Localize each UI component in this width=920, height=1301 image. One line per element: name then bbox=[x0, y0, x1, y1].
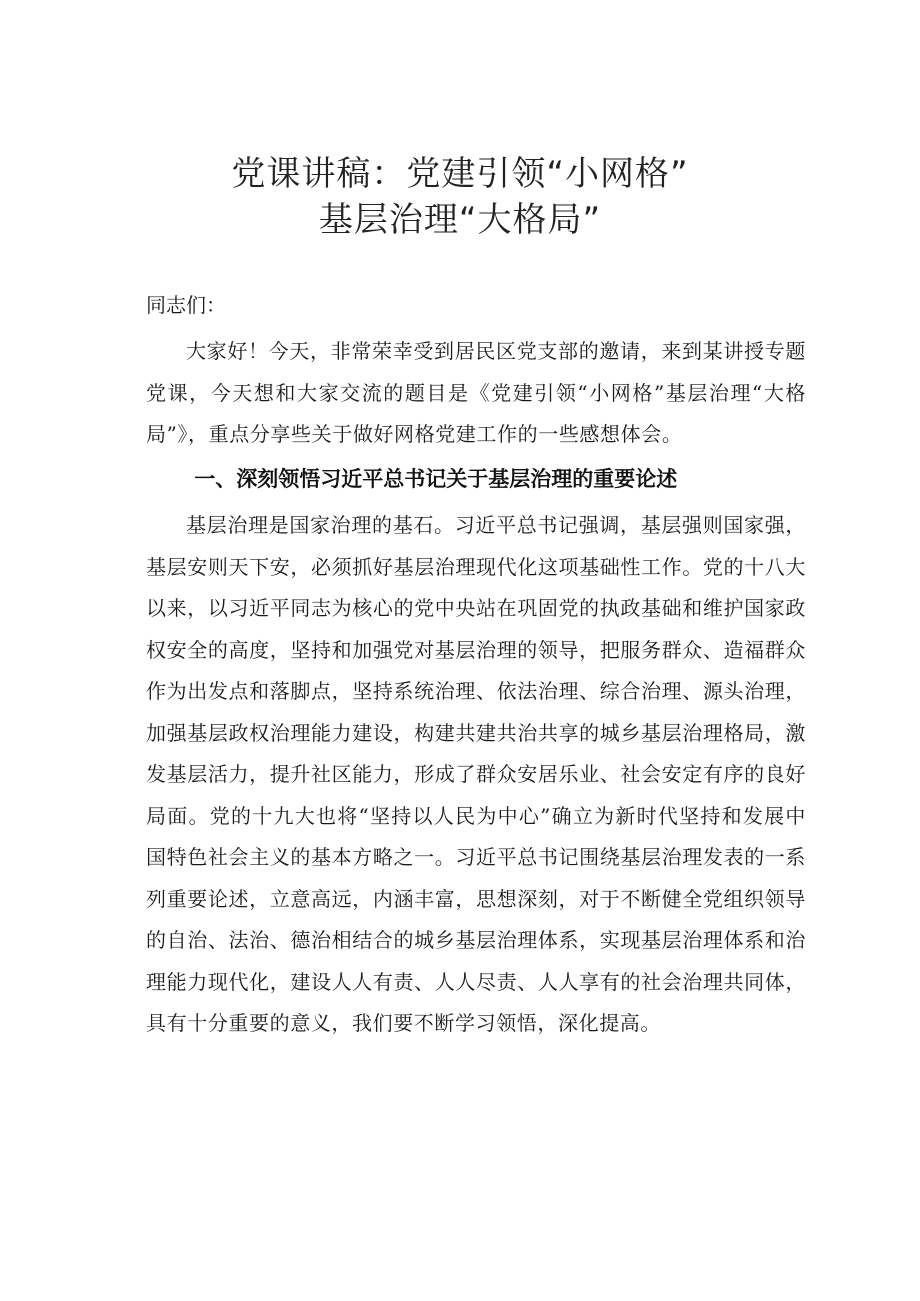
paragraph-section1: 基层治理是国家治理的基石。习近平总书记强调，基层强则国家强，基层安则天下安，必须抓好基层治理现代化这项基础性工作。党的十八大以来，以习近平同志为核心的党中央站在巩固党的执政基础和维护国家政权安全的高度，坚持和加强党对基层治理的领导，把服务群众、造福群众作为出发点和落脚点，坚持系统治理、依法治理、综合治理、源头治理，加强基层政权治理能力建设，构建共建共治共享的城乡基层治理格局，激发基层活力，提升社区能力，形成了群众安居乐业、社会安定有序的良好局面。党的十九大也将“坚持以人民为中心”确立为新时代坚持和发展中国特色社会主义的基本方略之一。习近平总书记围绕基层治理发表的一系列重要论述，立意高远，内涵丰富，思想深刻，对于不断健全党组织领导的自治、法治、德治相结合的城乡基层治理体系，实现基层治理体系和治理能力现代化，建设人人有责、人人尽责、人人享有的社会治理共同体，具有十分重要的意义，我们要不断学习领悟，深化提高。 bbox=[146, 513, 806, 1035]
salutation: 同志们： bbox=[146, 293, 226, 317]
document-title-line1: 党课讲稿：党建引领“小网格” bbox=[231, 154, 689, 194]
section-heading-1: 一、深刻领悟习近平总书记关于基层治理的重要论述 bbox=[194, 467, 678, 491]
paragraph-intro: 大家好！今天，非常荣幸受到居民区党支部的邀请，来到某讲授专题党课，今天想和大家交流的题目是《党建引领“小网格”基层治理“大格局”》，重点分享些关于做好网格党建工作的一些感想体会。 bbox=[146, 339, 806, 446]
document-title-line2: 基层治理“大格局” bbox=[318, 200, 602, 240]
